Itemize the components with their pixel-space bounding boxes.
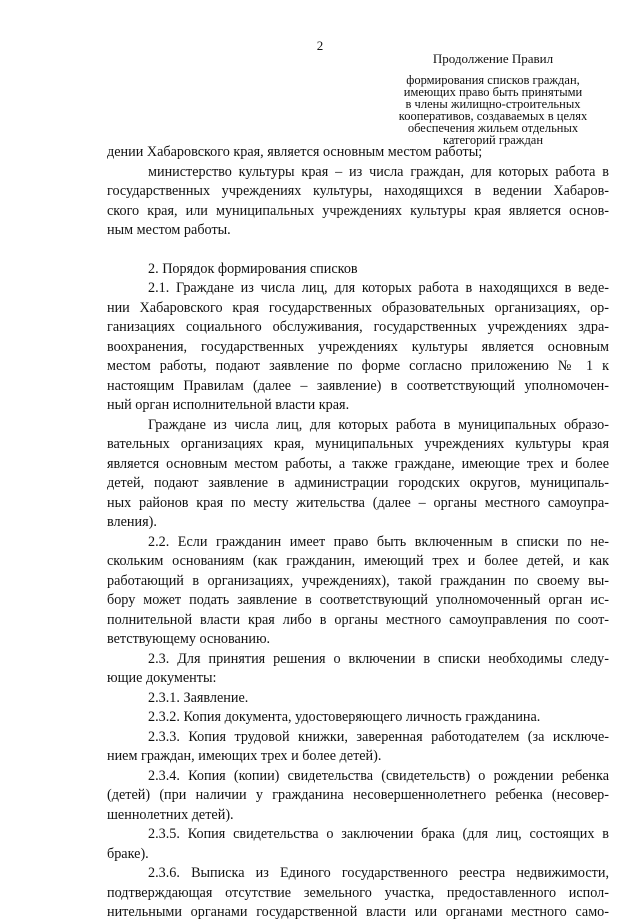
header-line: категорий граждан <box>442 133 544 147</box>
text-line: бору может подать заявление в соответствующий уполномоченный орган ис- <box>107 592 609 608</box>
text-line: детей, подают заявление в администрации городских округов, муниципаль- <box>107 475 609 491</box>
text-line: браке). <box>107 845 149 862</box>
text-line: нии Хабаровского края государственных образовательных организациях, ор- <box>107 299 609 316</box>
document-body <box>107 143 609 923</box>
continuation-title: Продолжение Правил <box>432 51 554 66</box>
text-line: является основным местом работы, а также граждане, имеющие трех и более <box>107 455 609 472</box>
text-line: скольким основаниям (как гражданин, имеющий трех и более детей, и как <box>107 553 609 569</box>
header-line: кооперативов, создаваемых в целях <box>398 109 588 123</box>
text-line: 2.1. Граждане из числа лиц, для которых работа в находящихся в веде- <box>148 280 609 296</box>
text-line: ского края, или муниципальных учреждениях культуры края является основ- <box>107 202 609 219</box>
text-line: нительными органами государственной власти или органами местного само- <box>107 904 609 920</box>
text-line: вления). <box>107 514 157 530</box>
text-line: ным местом работы. <box>107 222 231 238</box>
text-line: ющие документы: <box>107 670 217 686</box>
text-line: ный орган исполнительной власти края. <box>107 397 350 413</box>
header-line: обеспечения жильем отдельных <box>407 121 579 135</box>
text-line: 2.3.4. Копия (копии) свидетельства (свидетельств) о рождении ребенка <box>148 767 609 784</box>
header-line: формирования списков граждан, <box>406 73 580 87</box>
text-line: 2.3.6. Выписка из Единого государственного реестра недвижимости, <box>148 865 609 881</box>
text-line: 2.3.2. Копия документа, удостоверяющего личность гражданина. <box>148 709 541 725</box>
text-line: настоящим Правилам (далее – заявление) в соответствующий уполномочен- <box>107 377 609 394</box>
text-line: шеннолетних детей). <box>107 806 234 823</box>
text-line: ганизациях социального обслуживания, государственных учреждениях здра- <box>107 319 609 335</box>
text-line: нием граждан, имеющих трех и более детей). <box>107 748 382 764</box>
page-number: 2 <box>316 38 324 53</box>
text-line: воохранения, государственных учреждениях культуры является основным <box>107 338 609 355</box>
section-title: 2. Порядок формирования списков <box>148 260 358 277</box>
text-line: полнительной власти края либо в органы местного самоуправления по соот- <box>107 611 609 628</box>
text-line: ных районов края по месту жительства (далее – органы местного самоупра- <box>107 494 609 511</box>
text-line: Граждане из числа лиц, для которых работа в муниципальных образо- <box>148 416 609 433</box>
text-line: 2.2. Если гражданин имеет право быть включенным в списки по не- <box>148 533 609 550</box>
text-line: местом работы, подают заявление по форме согласно приложению № 1 к <box>107 358 609 374</box>
text-line: 2.3.1. Заявление. <box>148 689 249 706</box>
text-line: министерство культуры края – из числа граждан, для которых работа в <box>148 163 609 180</box>
text-line: ветствующему основанию. <box>107 631 271 647</box>
continuation-header <box>360 53 626 146</box>
text-line: вательных организациях края, муниципальных учреждениях культуры края <box>107 436 609 452</box>
text-line: 2.3. Для принятия решения о включении в списки необходимы следу- <box>148 650 609 667</box>
text-line: работающий в организациях, учреждениях), такой гражданин по своему вы- <box>107 572 609 589</box>
header-line: имеющих право быть принятыми <box>403 85 583 99</box>
header-line: в члены жилищно-строительных <box>405 97 581 111</box>
text-line: подтверждающая отсутствие земельного участка, предоставленного испол- <box>107 884 609 901</box>
text-line: 2.3.5. Копия свидетельства о заключении брака (для лиц, состоящих в <box>148 826 609 842</box>
section-gap <box>107 241 609 260</box>
text-line: (детей) (при наличии у гражданина несовершеннолетнего ребенка (несовер- <box>107 787 609 803</box>
text-line: 2.3.3. Копия трудовой книжки, заверенная работодателем (за исключе- <box>148 728 609 745</box>
text-line: дении Хабаровского края, является основным местом работы; <box>107 144 483 160</box>
text-line: государственных учреждениях культуры, находящихся в ведении Хабаров- <box>107 183 609 199</box>
